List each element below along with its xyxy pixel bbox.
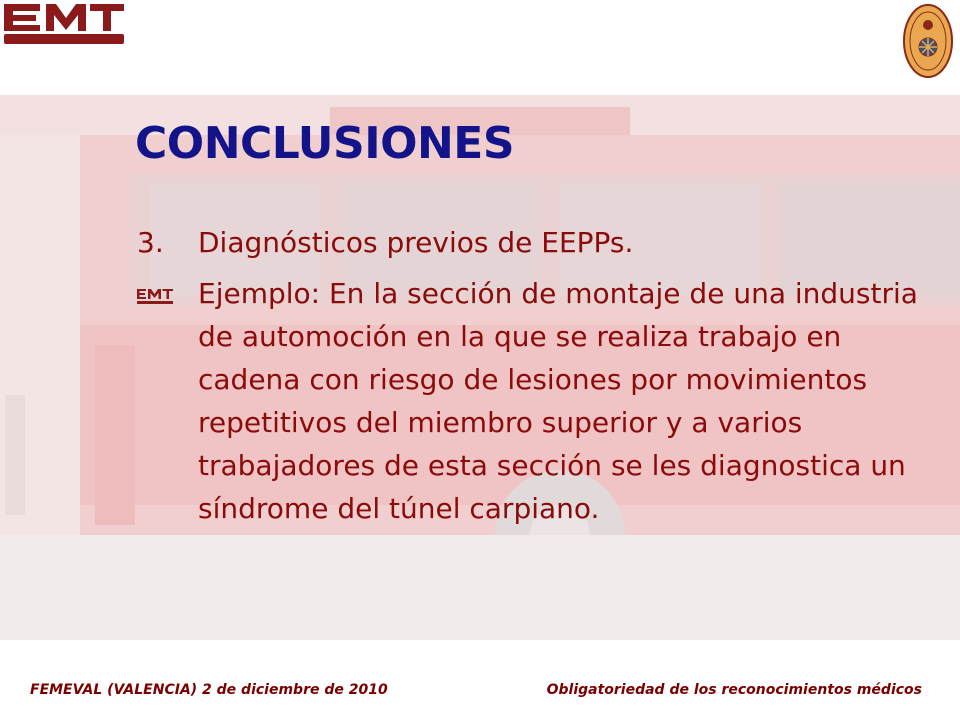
emt-logo <box>0 0 130 50</box>
item-number: 3. <box>137 226 164 259</box>
footer-left: FEMEVAL (VALENCIA) 2 de diciembre de 2010 <box>30 682 388 698</box>
emt-bullet-icon <box>136 288 174 306</box>
item-example-text: Ejemplo: En la sección de montaje de una industria de automoción en la que se realiza trabajo en cadena con riesgo de lesiones por movimientos repetitivos del miembro superior y a varios trabajadores de esta sección se les diagnostica un síndrome del túnel carpiano. <box>198 277 918 525</box>
footer-right: Obligatoriedad de los reconocimientos médicos <box>546 682 922 698</box>
institutional-seal-icon <box>902 3 954 79</box>
slide-title: CONCLUSIONES <box>135 118 515 169</box>
item-heading: Diagnósticos previos de EEPPs. <box>198 226 634 259</box>
